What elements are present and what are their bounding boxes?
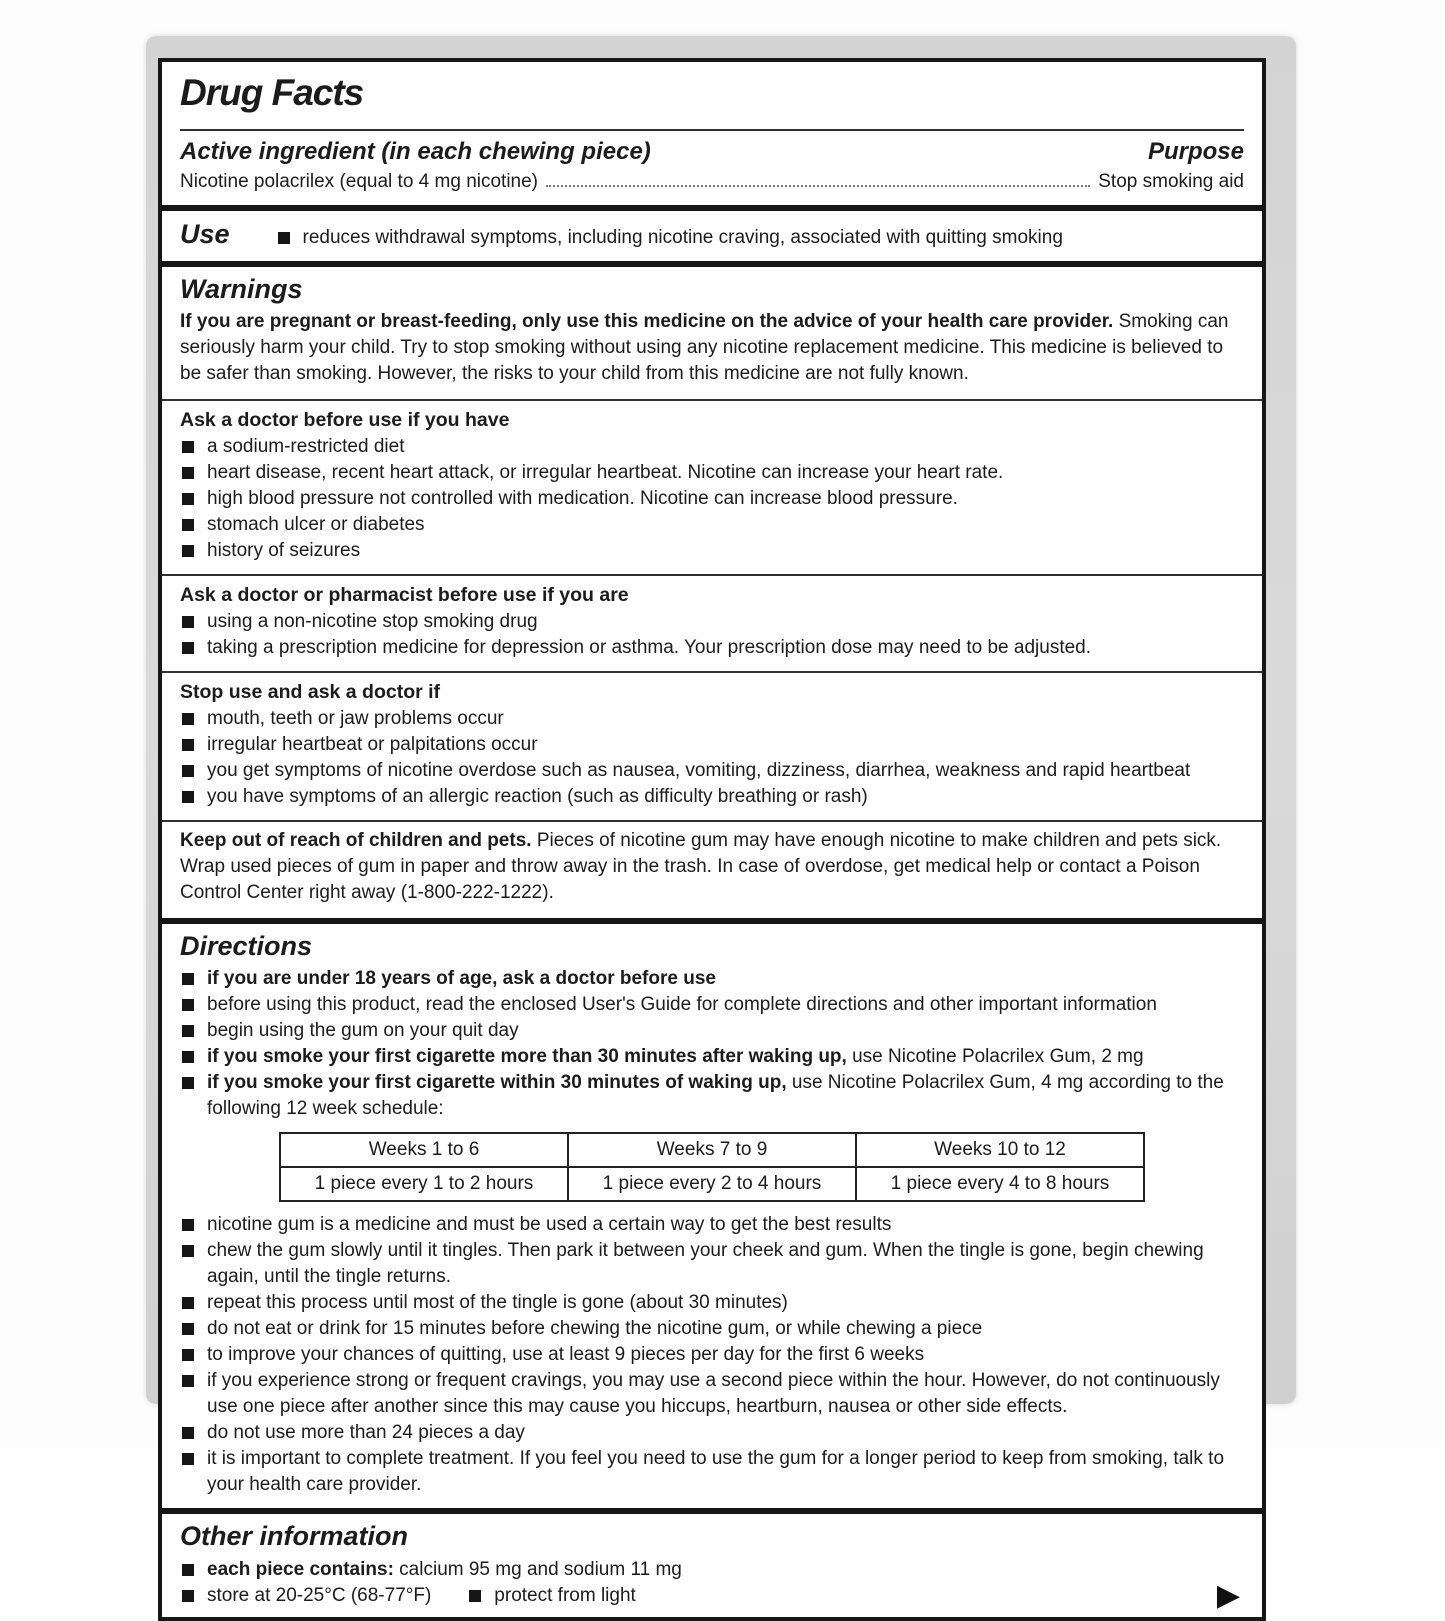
directions-heading: Directions (180, 930, 313, 961)
list-item: if you experience strong or frequent cravings, you may use a second piece within the hour. However, do not continuously use one piece after another since this may cause you hiccups, heartburn, nausea or other side effects. (180, 1368, 1244, 1420)
ask-doctor-pharmacist-heading: Ask a doctor or pharmacist before use if you are (180, 583, 629, 606)
directions-list-before-table (180, 966, 1244, 1122)
use-row (180, 219, 1244, 251)
table-header-cell: Weeks 10 to 12 (856, 1133, 1144, 1167)
dotted-leader (546, 185, 1090, 187)
table-row (280, 1167, 1144, 1201)
keep-out-block (162, 822, 1262, 918)
active-ingredient-value-row (180, 169, 1244, 195)
list-item: do not eat or drink for 15 minutes before chewing the nicotine gum, or while chewing a piece (180, 1316, 1244, 1342)
direction-text: begin using the gum on your quit day (207, 1020, 519, 1042)
keep-out-paragraph (180, 828, 1244, 906)
list-item: mouth, teeth or jaw problems occur (180, 706, 1244, 732)
list-item: nicotine gum is a medicine and must be used a certain way to get the best results (180, 1212, 1244, 1238)
directions-list-after-table (180, 1212, 1244, 1498)
table-header-row (280, 1133, 1144, 1167)
direction-bold: if you smoke your first cigarette more than 30 minutes after waking up, (207, 1046, 847, 1068)
storage-item: store at 20-25°C (68-77°F) (180, 1583, 431, 1609)
pregnancy-warning-text: Smoking can seriously harm your child. Try to stop smoking without using any nicotine replacement medicine. This medicine is believed to be safer than smoking. However, the risks to your child from this medicine are not fully known. (180, 310, 1229, 384)
list-item: using a non-nicotine stop smoking drug (180, 609, 1244, 635)
warnings-section (162, 267, 1262, 918)
list-item: heart disease, recent heart attack, or irregular heartbeat. Nicotine can increase your heart rate. (180, 460, 1244, 486)
drug-facts-panel (158, 58, 1266, 1621)
list-item: chew the gum slowly until it tingles. Then park it between your cheek and gum. When the tingle is gone, begin chewing again, until the tingle returns. (180, 1238, 1244, 1290)
protect-item: protect from light (467, 1583, 636, 1609)
table-cell: 1 piece every 4 to 8 hours (856, 1167, 1144, 1201)
warnings-heading: Warnings (180, 273, 303, 304)
stop-use-list (180, 706, 1244, 810)
keep-out-text: Pieces of nicotine gum may have enough nicotine to make children and pets sick. Wrap used pieces of gum in paper and throw away in the trash. In case of overdose, get medical help or contact a Poison Control Center right away (1-800-222-1222). (180, 829, 1222, 903)
pregnancy-warning (180, 309, 1244, 387)
ask-doctor-heading: Ask a doctor before use if you have (180, 408, 510, 431)
direction-text: use Nicotine Polacrilex Gum, 4 mg according to the following 12 week schedule: (207, 1072, 1224, 1120)
active-ingredient-name: Nicotine polacrilex (equal to 4 mg nicotine) (180, 170, 539, 192)
direction-bold: if you are under 18 years of age, ask a doctor before use (207, 968, 716, 990)
list-item (180, 1044, 1244, 1070)
direction-text: before using this product, read the enclosed User's Guide for complete directions and other important information (207, 994, 1157, 1016)
each-piece-item (180, 1557, 1244, 1583)
direction-text: use Nicotine Polacrilex Gum, 2 mg (846, 1046, 1144, 1068)
list-item: you have symptoms of an allergic reaction (such as difficulty breathing or rash) (180, 784, 1244, 810)
other-information-section (162, 1514, 1262, 1616)
list-item: repeat this process until most of the tingle is gone (about 30 minutes) (180, 1290, 1244, 1316)
list-item (180, 992, 1244, 1018)
active-ingredient-block (162, 131, 1262, 205)
continuation-arrow-icon: ▶ (1216, 1578, 1240, 1612)
list-item: history of seizures (180, 538, 1244, 564)
direction-bold: if you smoke your first cigarette within 30 minutes of waking up, (207, 1072, 787, 1094)
warnings-intro-block (162, 267, 1262, 399)
ask-doctor-list (180, 434, 1244, 564)
active-ingredient-header-row (180, 137, 1244, 167)
list-item: you get symptoms of nicotine overdose such as nausea, vomiting, dizziness, diarrhea, weakness and rapid heartbeat (180, 758, 1244, 784)
storage-row (180, 1578, 1244, 1612)
ask-doctor-pharmacist-list (180, 609, 1244, 661)
use-section (162, 211, 1262, 261)
list-item: it is important to complete treatment. If you feel you need to use the gum for a longer period to keep from smoking, talk to your health care provider. (180, 1446, 1244, 1498)
ask-doctor-block (162, 401, 1262, 574)
list-item: stomach ulcer or diabetes (180, 512, 1244, 538)
drug-facts-title: Drug Facts (180, 72, 364, 113)
list-item (180, 1018, 1244, 1044)
header-section (162, 62, 1262, 205)
table-header-cell: Weeks 1 to 6 (280, 1133, 568, 1167)
dosing-schedule-table (279, 1132, 1145, 1202)
other-information-heading: Other information (180, 1521, 408, 1552)
list-item: taking a prescription medicine for depression or asthma. Your prescription dose may need to be adjusted. (180, 635, 1244, 661)
purpose-value: Stop smoking aid (1098, 170, 1244, 192)
stop-use-block (162, 673, 1262, 820)
drug-facts-title-block (162, 62, 1262, 129)
each-piece-text: calcium 95 mg and sodium 11 mg (393, 1558, 682, 1580)
list-item: to improve your chances of quitting, use at least 9 pieces per day for the first 6 weeks (180, 1342, 1244, 1368)
list-item: irregular heartbeat or palpitations occur (180, 732, 1244, 758)
keep-out-bold: Keep out of reach of children and pets. (180, 829, 532, 851)
purpose-heading: Purpose (1147, 137, 1244, 165)
directions-section (162, 924, 1262, 1508)
table-cell: 1 piece every 2 to 4 hours (568, 1167, 856, 1201)
use-item: reduces withdrawal symptoms, including nicotine craving, associated with quitting smoking (276, 225, 1063, 251)
each-piece-bold: each piece contains: (207, 1558, 394, 1580)
storage-items (180, 1583, 636, 1609)
list-item: high blood pressure not controlled with medication. Nicotine can increase blood pressure. (180, 486, 1244, 512)
list-item (180, 1070, 1244, 1122)
use-heading: Use (180, 218, 230, 249)
pregnancy-warning-bold: If you are pregnant or breast-feeding, only use this medicine on the advice of your health care provider. (180, 310, 1114, 332)
table-cell: 1 piece every 1 to 2 hours (280, 1167, 568, 1201)
list-item (180, 966, 1244, 992)
ask-doctor-pharmacist-block (162, 576, 1262, 671)
list-item: a sodium-restricted diet (180, 434, 1244, 460)
active-ingredient-heading: Active ingredient (in each chewing piece) (180, 137, 651, 165)
stop-use-heading: Stop use and ask a doctor if (180, 680, 441, 703)
table-header-cell: Weeks 7 to 9 (568, 1133, 856, 1167)
list-item: do not use more than 24 pieces a day (180, 1420, 1244, 1446)
